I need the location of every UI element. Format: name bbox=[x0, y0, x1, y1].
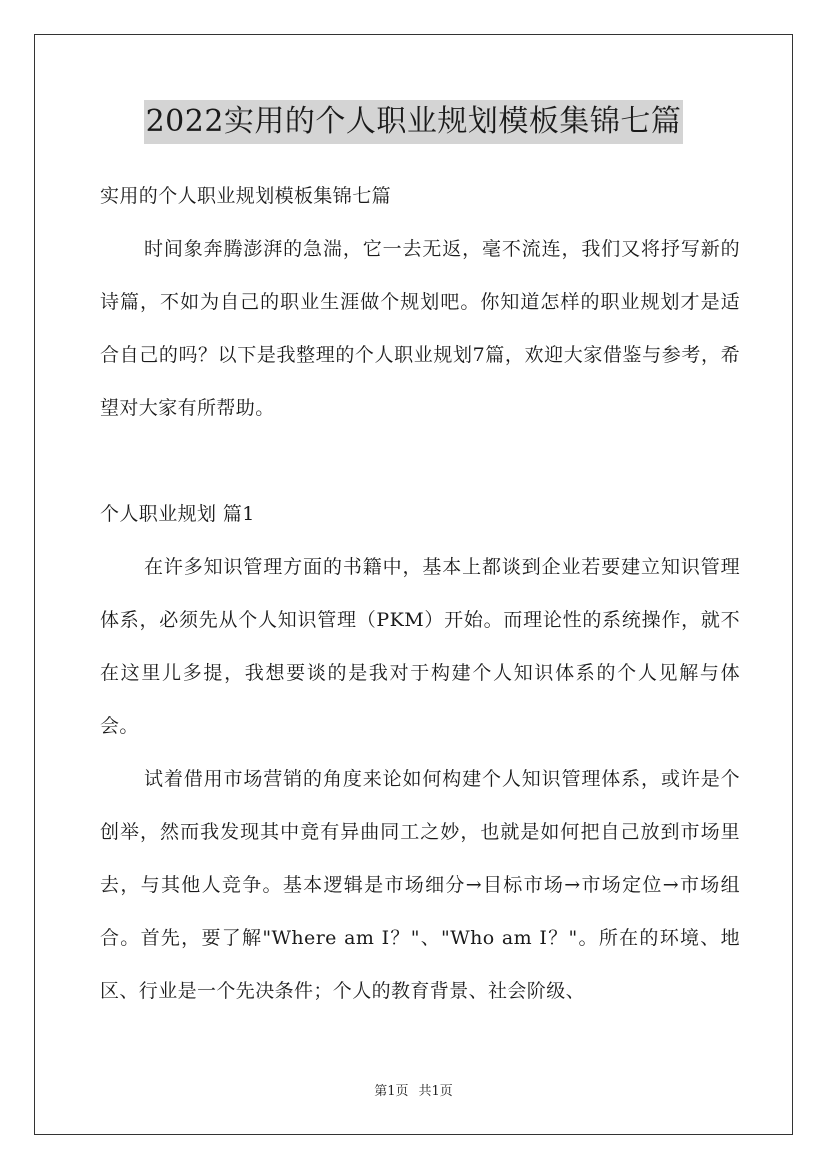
page-total: 共1页 bbox=[418, 1084, 453, 1099]
document-subtitle: 实用的个人职业规划模板集锦七篇 bbox=[100, 185, 392, 207]
intro-paragraph: 时间象奔腾澎湃的急湍，它一去无返，毫不流连，我们又将抒写新的诗篇，不如为自己的职业生涯做个规划吧。你知道怎样的职业规划才是适合自己的吗？以下是我整理的个人职业规划7篇，欢迎大家借鉴与参考，希望对大家有所帮助。 bbox=[100, 238, 740, 419]
page-number: 第1页 bbox=[374, 1084, 409, 1099]
document-body bbox=[100, 170, 740, 1018]
document-title: 2022实用的个人职业规划模板集锦七篇 bbox=[144, 100, 684, 144]
page-footer bbox=[0, 1083, 827, 1101]
body-paragraph-1: 在许多知识管理方面的书籍中，基本上都谈到企业若要建立知识管理体系，必须先从个人知识管理（PKM）开始。而理论性的系统操作，就不在这里儿多提，我想要谈的是我对于构建个人知识体系的个人见解与体会。 bbox=[100, 556, 740, 737]
section-heading: 个人职业规划 篇1 bbox=[100, 503, 255, 525]
title-container bbox=[0, 100, 827, 144]
body-paragraph-2: 试着借用市场营销的角度来论如何构建个人知识管理体系，或许是个创举，然而我发现其中竟有异曲同工之妙，也就是如何把自己放到市场里去，与其他人竞争。基本逻辑是市场细分→目标市场→市场定位→市场组合。首先，要了解"Where am I？"、"Who am I？"。所在的环境、地区、行业是一个先决条件；个人的教育背景、社会阶级、 bbox=[100, 768, 740, 1002]
